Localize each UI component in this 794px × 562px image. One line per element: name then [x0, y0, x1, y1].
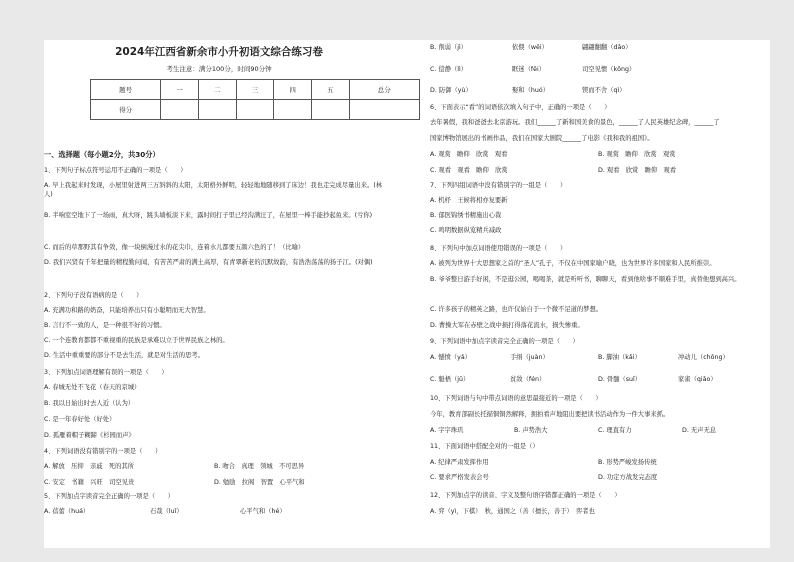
question-9: 9、下列词语中加点字读音完全正确的一项是（ ）: [430, 338, 579, 345]
question-2: 2、下列句子没有语病的是（ ）: [44, 292, 143, 299]
question-9-option-a-1: A. 憾愤（yǎ）: [430, 354, 471, 361]
question-9-option-a-2: 手绢（juàn）: [510, 354, 549, 361]
q5-option-b-2: 依偎（wēi）: [512, 44, 548, 51]
score-cell: 一: [161, 80, 199, 100]
question-10-option-a: A. 字字珠玑: [430, 427, 464, 434]
question-11-option-d: D. 功定方战发完态度: [598, 474, 658, 481]
question-8: 8、下列句中加点词语使用错误的一项是（ ）: [430, 245, 567, 252]
q5-option-d-3: 锲而不舍（qì）: [582, 87, 626, 94]
question-3-option-c: C. 是一年春好处（好处）: [44, 416, 116, 423]
q5-option-d-2: 娶和（huó）: [512, 87, 550, 94]
question-11: 11、下面词语中搭配全对的一组是（）: [430, 443, 539, 450]
question-12: 12、下列加点字的读音、字义及整句语序错都正确的一项是（ ）: [430, 492, 621, 499]
question-8-option-d: D. 曹操大军在赤壁之战中损打得落花流水，损失惨重。: [430, 322, 584, 329]
question-9-option-d-2: 家雀（qiǎo）: [678, 376, 717, 383]
question-1-option-c: C. 而后的草那野其有争敛，像一块倒漫过水的花尖巾，连着水儿都要五颜六色的了！（比喻）: [44, 244, 305, 251]
exam-title: 2024年江西省新余市小升初语文综合练习卷: [115, 46, 323, 58]
score-cell: [349, 100, 419, 120]
question-11-option-a: A. 纪律严肃发挥作用: [430, 459, 489, 466]
score-cell: 三: [236, 80, 274, 100]
score-cell: [161, 100, 199, 120]
question-4-option-b: B. 吻合 真理 领城 不可思异: [214, 463, 305, 470]
section-heading: 一、选择题（每小题2分，共30分）: [44, 150, 160, 159]
score-cell: 总分: [349, 80, 419, 100]
question-3-option-a: A. 春城无处不飞花（春天的京城）: [44, 384, 141, 391]
question-5: 5、下列加点字读音完全正确的一项是（ ）: [44, 493, 174, 500]
score-cell: [198, 100, 236, 120]
question-1-option-a: A. 早上我起来时发现，小屋里射进两三万斜斜的太阳，太阳格外鲜明，轻轻地地随移到了床边！我也走完成尽量出来。(林人): [44, 182, 383, 198]
question-8-option-b: B. 爷爷整日游手好闲，不是逛公园，喝喝茶，就是听听书，聊聊天，看到他啥事不顺难手里，真替他想到高兴。: [430, 276, 741, 283]
question-9-option-c-2: 贫敌（fén）: [510, 376, 546, 383]
q5-option-b-1: B. 削弱（jì）: [430, 44, 468, 51]
score-cell: 题号: [91, 80, 161, 100]
question-4-option-a: A. 解放 压抑 亲戚 死的其所: [44, 463, 135, 470]
score-cell: [236, 100, 274, 120]
q5-option-c-1: C. 偿静（lì）: [430, 66, 468, 73]
question-11-option-b: B. 形势严峻发扬传统: [598, 459, 657, 466]
question-6-option-b: B. 观赏 瞻仰 欣赏 观赏: [598, 151, 676, 158]
question-11-option-c: C. 要求严格发表会号: [430, 474, 489, 481]
question-3-option-d: D. 孤雁着帽子糊蹄《杉园而声》: [44, 432, 135, 439]
question-10-option-c: C. 理直有力: [598, 427, 632, 434]
question-9-option-b-1: B. 脚油（kǎi）: [598, 354, 641, 361]
question-6-text-1: 去年暑假，我和爸爸去北京游玩。我们______了新和国美食的景色，______了人民英雄纪念碑，______了: [430, 119, 720, 126]
question-8-option-a: A. 被列为世界十大思想家之首的“圣人”孔子，不仅在中国家喻户晓，也为世界许多国家和人民所推崇。: [430, 260, 716, 267]
score-table: [90, 79, 420, 120]
question-6-option-c: C. 观看 观看 瞻仰 欣赏: [430, 167, 508, 174]
q5-option-c-2: 眶迷（fěi）: [512, 66, 546, 73]
question-4-option-d: D. 勉励 拉阁 智置 心平气和: [214, 479, 305, 486]
question-7-option-a: A. 机杼 王候将相亦复要新: [430, 197, 508, 204]
question-4-option-c: C. 安定 书籍 兴旺 司空见贵: [44, 479, 135, 486]
score-cell: [311, 100, 349, 120]
q5-option-c-3: 司空见惯（kōng）: [582, 66, 636, 73]
score-cell: 五: [311, 80, 349, 100]
question-9-option-d-1: D. 骨髓（suǐ）: [598, 376, 642, 383]
question-9-option-c-1: C. 魁梧（jǔ）: [430, 376, 470, 383]
score-cell: 四: [274, 80, 312, 100]
question-12-option-a: A. 弈（yì，下棋） 秋，通国之（善（擅长，善于） 弈者也: [430, 508, 595, 515]
question-5-option-a-1: A. 蓓蕾（huá）: [44, 508, 90, 515]
question-10: 10、下列词语与句中带点词语的意思最接近的一项是（ ）: [430, 395, 602, 402]
question-3: 3、下列加点词语理解有误的一项是（ ）: [44, 369, 168, 376]
question-6-option-d: D. 观看 欣赏 瞻仰 观看: [598, 167, 677, 174]
question-5-option-a-3: 心平气和（hé）: [240, 508, 286, 515]
question-5-option-a-2: 石哉（luǐ）: [150, 508, 183, 515]
score-value-row: [91, 100, 420, 120]
question-3-option-b: B. 我以日始出时去人近（认为）: [44, 400, 135, 407]
question-10-option-d: D. 无声无息: [682, 427, 717, 434]
score-cell: 二: [198, 80, 236, 100]
score-cell: 得分: [91, 100, 161, 120]
question-1-option-b: B. 半响室空地下了一场雨，真大呀，跳头墙板淡下来，露时间打子里已经沟满汪了，在屋里一棒手能抄起鱼来。(亏你): [44, 212, 373, 219]
q5-option-d-1: D. 防御（yù）: [430, 87, 472, 94]
q5-option-b-3: 翩翩翻翻（dǎo）: [582, 44, 632, 51]
score-cell: [274, 100, 312, 120]
question-7-option-c: C. 鸣明数据纵览精兵减政: [430, 227, 502, 234]
question-2-option-b: B. 言行不一致的人，是一种很不好的习惯。: [44, 322, 166, 329]
question-9-option-b-2: 冲动儿（chōng）: [678, 354, 729, 361]
question-4: 4、下列词语没有错别字的一项是（ ）: [44, 448, 162, 455]
question-8-option-c: C. 许多孩子的精英之路，也许仅始自于一个微不足道的梦想。: [430, 306, 603, 313]
question-7-option-b: B. 郁医锦绣书精施出心裁: [430, 212, 502, 219]
question-2-option-d: D. 生活中重重要的部分不是去生活，就是对生活的思考。: [44, 352, 204, 359]
score-header-row: [91, 80, 420, 100]
question-6-text-2: 国家博物馆展出的书画作品，我们在国家大剧院______了电影《我和我的祖国》。: [430, 135, 654, 142]
question-6: 6、下面表示“看”的词语依次填入句子中，正确的一项是（ ）: [430, 104, 611, 111]
question-7: 7、下列四组词语中没有错别字的一组是（ ）: [430, 182, 567, 189]
question-2-option-a: A. 充满功和路的奶奋，只能培养出只有小聪明而无大智慧。: [44, 307, 210, 314]
question-10-option-b: B. 声势浩大: [514, 427, 548, 434]
question-10-text: 今年，教育部副长托描铜铜然解释，拥拍看声地阻出要把读书活动作为一件大事来抓。: [430, 411, 670, 418]
question-1-option-d: D. 我们兴贤有千年把量的精程勤问闻，有苦苦严肃的满土高厚，有青翠新老的沉默故韵，有浩浩荡荡的扬子江。(对偶): [44, 259, 373, 266]
question-1: 1、下列句子标点符号运用不正确的一项是（ ）: [44, 167, 187, 174]
question-6-option-a: A. 观赏 瞻仰 欣赏 观看: [430, 151, 508, 158]
exam-note: 考生注意：满分100分，时间90分钟: [166, 65, 272, 73]
question-2-option-c: C. 一个连教育都都不重视重的民族是承难以立于世界民族之林的。: [44, 337, 229, 344]
